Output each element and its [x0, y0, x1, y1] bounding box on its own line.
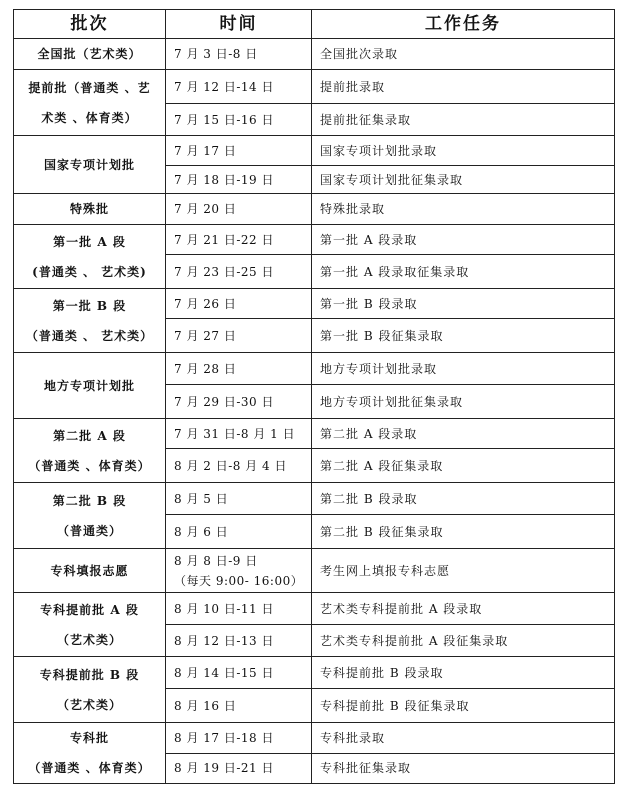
task-cell: 提前批录取 — [312, 70, 615, 104]
time-text: 7 月 26 日 — [174, 296, 237, 311]
time-cell — [166, 104, 312, 136]
batch-label: （艺术类） — [56, 697, 122, 712]
batch-label: 第二批 B 段 — [52, 493, 127, 508]
time-text: 7 月 21 日-22 日 — [174, 232, 274, 247]
task-cell: 艺术类专科提前批 A 段录取 — [312, 593, 615, 625]
task-cell: 第一批 A 段录取征集录取 — [312, 255, 615, 289]
time-cell — [166, 657, 312, 689]
batch-cell — [14, 419, 166, 483]
batch-label: 地方专项计划批 — [43, 378, 135, 393]
batch-cell — [14, 194, 166, 225]
batch-label: 专科填报志愿 — [50, 563, 129, 578]
task-cell: 第二批 B 段录取 — [312, 483, 615, 515]
batch-cell — [14, 39, 166, 70]
batch-label: 专科提前批 B 段 — [39, 667, 140, 682]
time-text: 8 月 8 日-9 日 — [174, 553, 258, 568]
time-cell — [166, 319, 312, 353]
time-cell — [166, 70, 312, 104]
task-cell: 第一批 B 段征集录取 — [312, 319, 615, 353]
time-cell — [166, 593, 312, 625]
batch-cell — [14, 289, 166, 353]
table-row — [14, 353, 615, 385]
batch-label: 国家专项计划批 — [43, 157, 135, 172]
batch-cell — [14, 549, 166, 593]
time-text: 8 月 16 日 — [174, 698, 237, 713]
header-task: 工作任务 — [312, 10, 615, 39]
task-cell: 国家专项计划批征集录取 — [312, 166, 615, 194]
time-cell — [166, 39, 312, 70]
time-cell — [166, 549, 312, 593]
task-cell: 专科批录取 — [312, 723, 615, 754]
time-text: 7 月 12 日-14 日 — [174, 79, 274, 94]
time-text: 8 月 17 日-18 日 — [174, 730, 274, 745]
batch-cell — [14, 723, 166, 784]
batch-label: 专科提前批 A 段 — [40, 602, 139, 617]
time-text: 8 月 6 日 — [174, 524, 229, 539]
batch-cell — [14, 136, 166, 194]
task-cell: 提前批征集录取 — [312, 104, 615, 136]
task-cell: 第二批 B 段征集录取 — [312, 515, 615, 549]
time-text: 8 月 5 日 — [174, 491, 229, 506]
time-text: 7 月 18 日-19 日 — [174, 172, 274, 187]
batch-label: 特殊批 — [69, 202, 109, 216]
batch-cell — [14, 593, 166, 657]
time-text: 7 月 17 日 — [174, 143, 237, 158]
time-cell — [166, 136, 312, 166]
time-cell — [166, 353, 312, 385]
time-text: 7 月 15 日-16 日 — [174, 112, 274, 127]
time-text: 7 月 28 日 — [174, 361, 237, 376]
time-cell — [166, 255, 312, 289]
batch-label: （普通类 、体育类） — [28, 458, 151, 473]
table-row — [14, 593, 615, 625]
time-text: 7 月 29 日-30 日 — [174, 394, 274, 409]
time-cell — [166, 289, 312, 319]
table-row — [14, 136, 615, 166]
time-cell — [166, 449, 312, 483]
batch-label: （艺术类） — [56, 632, 122, 647]
time-cell — [166, 625, 312, 657]
task-cell: 艺术类专科提前批 A 段征集录取 — [312, 625, 615, 657]
batch-label: （普通类 、 艺术类） — [25, 328, 154, 343]
table-row — [14, 39, 615, 70]
task-cell: 地方专项计划批录取 — [312, 353, 615, 385]
table-row — [14, 657, 615, 689]
time-cell — [166, 385, 312, 419]
task-cell: 第一批 B 段录取 — [312, 289, 615, 319]
batch-cell — [14, 353, 166, 419]
table-row — [14, 483, 615, 515]
time-text: （每天 9:00- 16:00） — [174, 573, 304, 588]
batch-label: 全国批（艺术类） — [37, 47, 142, 61]
time-text: 8 月 12 日-13 日 — [174, 633, 274, 648]
batch-cell — [14, 225, 166, 289]
time-cell — [166, 689, 312, 723]
time-text: 7 月 3 日-8 日 — [174, 47, 258, 61]
batch-label: （普通类） — [56, 523, 122, 538]
time-cell — [166, 166, 312, 194]
time-text: 7 月 20 日 — [174, 202, 237, 216]
batch-label: （普通类 、体育类） — [28, 761, 151, 775]
batch-label: 第二批 A 段 — [53, 428, 126, 443]
task-cell: 第二批 A 段录取 — [312, 419, 615, 449]
header-row — [14, 10, 615, 39]
batch-cell — [14, 483, 166, 549]
task-cell: 地方专项计划批征集录取 — [312, 385, 615, 419]
time-text: 8 月 2 日-8 月 4 日 — [174, 458, 287, 473]
task-cell: 专科提前批 B 段录取 — [312, 657, 615, 689]
time-cell — [166, 723, 312, 754]
time-cell — [166, 483, 312, 515]
task-cell: 第一批 A 段录取 — [312, 225, 615, 255]
batch-label: 专科批 — [69, 731, 109, 745]
table-row — [14, 723, 615, 754]
task-cell: 专科提前批 B 段征集录取 — [312, 689, 615, 723]
time-text: 7 月 27 日 — [174, 328, 237, 343]
time-text: 8 月 10 日-11 日 — [174, 601, 274, 616]
time-cell — [166, 225, 312, 255]
time-text: 7 月 23 日-25 日 — [174, 264, 274, 279]
header-batch: 批次 — [14, 10, 166, 39]
table-row — [14, 194, 615, 225]
task-cell: 专科批征集录取 — [312, 753, 615, 784]
time-cell — [166, 753, 312, 784]
task-cell: 第二批 A 段征集录取 — [312, 449, 615, 483]
time-cell — [166, 419, 312, 449]
table-row — [14, 289, 615, 319]
time-text: 8 月 19 日-21 日 — [174, 761, 274, 776]
task-cell: 特殊批录取 — [312, 194, 615, 225]
time-cell — [166, 515, 312, 549]
batch-label: 提前批（普通类 、艺 — [28, 80, 151, 95]
table-row — [14, 419, 615, 449]
table-row — [14, 225, 615, 255]
table-row — [14, 70, 615, 104]
batch-cell — [14, 70, 166, 136]
time-cell — [166, 194, 312, 225]
batch-label: (普通类 、 艺术类) — [32, 264, 147, 279]
time-text: 8 月 14 日-15 日 — [174, 665, 274, 680]
task-cell: 全国批次录取 — [312, 39, 615, 70]
table-row — [14, 549, 615, 593]
time-text: 7 月 31 日-8 月 1 日 — [174, 426, 296, 441]
batch-label: 术类 、体育类） — [41, 110, 138, 125]
task-cell: 考生网上填报专科志愿 — [312, 549, 615, 593]
task-cell: 国家专项计划批录取 — [312, 136, 615, 166]
header-time: 时间 — [166, 10, 312, 39]
batch-cell — [14, 657, 166, 723]
batch-label: 第一批 A 段 — [53, 234, 126, 249]
batch-label: 第一批 B 段 — [52, 298, 127, 313]
admission-schedule-table — [13, 9, 615, 784]
